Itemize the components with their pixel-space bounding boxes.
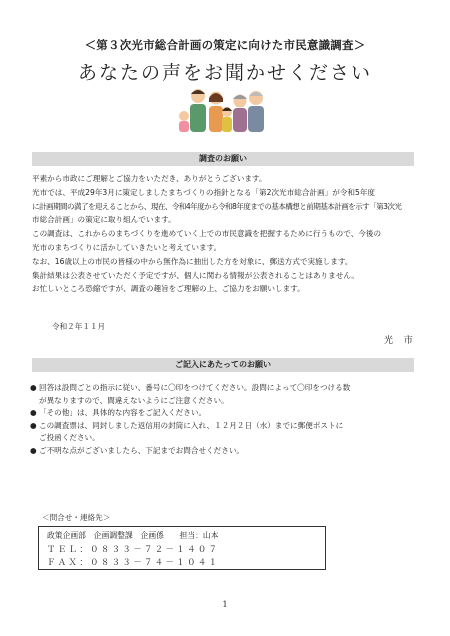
request-line: お忙しいところ恐縮ですが、調査の趣旨をご理解の上、ご協力をお願いします。 [32, 284, 305, 294]
contact-department: 政策企画部 企画調整課 企画係 担当：山本 [47, 531, 219, 540]
request-heading: 調査のお願い [32, 152, 414, 166]
request-line: 集計結果は公表させていただく予定ですが、個人に関わる情報が公表されることはありません。 [32, 270, 359, 280]
contact-fax: ＦＡＸ：０８３３－７４－１０４１ [47, 557, 220, 568]
bullet-icon: ● [30, 383, 37, 392]
instruction-item: ● 「その他」は、具体的な内容をご記入ください。 [30, 407, 420, 420]
request-line: 平素から市政にご理解とご協力をいただき、ありがとうございます。 [32, 174, 267, 183]
page-title: あなたの声をお聞かせください [77, 62, 372, 84]
request-line: に計画期間の満了を迎えることから、現在、令和4年度から令和8年度までの基本構想と前期基本計画を示す「第3次光 [32, 201, 402, 211]
page-number: 1 [222, 600, 228, 609]
survey-subtitle: ＜第３次光市総合計画の策定に向けた市民意識調査＞ [84, 38, 366, 52]
instruction-item: ● ご不明な点がございましたら、下記までお問合せください。 [30, 445, 420, 458]
contact-box [38, 526, 326, 570]
request-line: 光市では、平成29年3月に策定しましたまちづくりの指針となる「第2次光市総合計画」が令和5年度 [32, 187, 376, 197]
contact-label: ＜問合せ・連絡先＞ [42, 513, 111, 522]
request-line: 光市のまちづくりに活かしていきたいと考えています。 [32, 242, 222, 252]
instruction-item: ● 回答は設問ごとの指示に従い、番号に〇印をつけてください。設問によって〇印をつける数 [30, 382, 420, 395]
instructions-list [30, 382, 420, 458]
request-line: なお、16歳以上の市民の皆様の中から無作為に抽出した方を対象に、郵送方式で実施します。 [32, 256, 353, 266]
family-illustration [176, 84, 276, 134]
request-line: この調査は、これからのまちづくりを進めていく上での市民意識を把握するために行うもので、今後の [32, 229, 382, 239]
instruction-item: ● この調査票は、同封しました返信用の封筒に入れ、１２月２日（水）までに郵便ポストに [30, 420, 420, 433]
instructions-heading: ご記入にあたってのお願い [32, 358, 414, 372]
bullet-icon: ● [30, 408, 37, 418]
issue-date: 令和２年１１月 [52, 322, 106, 331]
instruction-item-continued: ご投函ください。 [39, 433, 100, 443]
request-line: 市総合計画」の策定に取り組んでいます。 [32, 215, 176, 225]
bullet-icon: ● [30, 420, 37, 430]
instruction-item-continued: が異なりますので、間違えないようにご注意ください。 [39, 395, 229, 405]
request-body [32, 172, 416, 296]
bullet-icon: ● [30, 445, 37, 455]
issuer-signature: 光 市 [384, 336, 417, 346]
contact-tel: ＴＥＬ：０８３３－７２－１４０７ [47, 543, 220, 554]
